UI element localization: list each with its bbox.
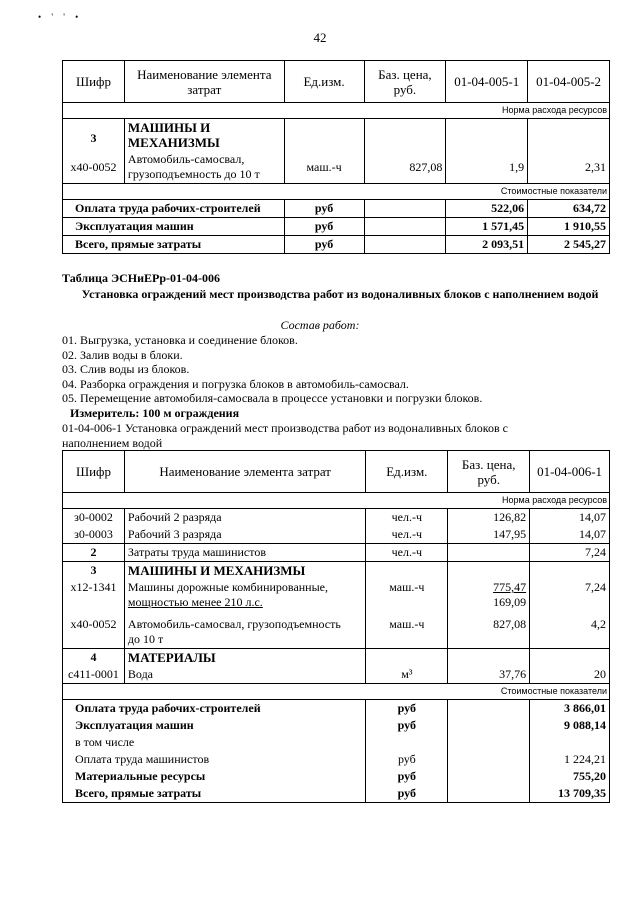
total-machines-v1: 1 571,45 — [446, 218, 528, 236]
machinists-number: 2 — [63, 544, 125, 562]
norm-label: Норма расхода ресурсов — [63, 103, 610, 119]
machines-section-row — [63, 562, 610, 580]
table-row — [63, 785, 610, 803]
row-price-2: 169,09 — [493, 595, 527, 609]
norm-label: Норма расхода ресурсов — [63, 493, 610, 509]
total-direct-v1: 2 093,51 — [446, 236, 528, 254]
total-machines-name: Эксплуатация машин — [63, 218, 285, 236]
norm-row — [63, 103, 610, 119]
row-value: 14,07 — [530, 509, 610, 527]
table-row — [63, 734, 610, 751]
machines-section-row — [63, 119, 610, 152]
scan-marks: • ' ' • — [38, 12, 83, 22]
table-row — [63, 200, 610, 218]
header-price: Баз. цена, руб. — [364, 61, 446, 103]
list-item: 05. Перемещение автомобиля-самосвала в процессе установки и погрузки блоков. — [62, 391, 483, 405]
total-direct-unit: руб — [284, 236, 364, 254]
header-unit: Ед.изм. — [284, 61, 364, 103]
total-labor-v2: 634,72 — [528, 200, 610, 218]
row-value: 7,24 — [530, 579, 610, 611]
total-materials-unit: руб — [366, 768, 448, 785]
table-row — [63, 526, 610, 544]
row-code: с411-0001 — [63, 666, 125, 684]
row-unit: маш.-ч — [366, 611, 448, 649]
table-row — [63, 700, 610, 718]
resource-table-005 — [62, 60, 610, 254]
cost-row — [63, 684, 610, 700]
total-machines-value: 9 088,14 — [530, 717, 610, 734]
row-value: 20 — [530, 666, 610, 684]
row-name: Рабочий 3 разряда — [124, 526, 365, 544]
table-row — [63, 768, 610, 785]
materials-section-row — [63, 649, 610, 667]
row-unit: маш.-ч — [284, 151, 364, 184]
meter-label: Измеритель: 100 м ограждения — [70, 406, 240, 420]
machinists-name: Затраты труда машинистов — [124, 544, 365, 562]
header-col-005-1: 01-04-005-1 — [446, 61, 528, 103]
table-title: Таблица ЭСНиЕРр-01-04-006 — [62, 271, 221, 285]
total-machines-unit: руб — [284, 218, 364, 236]
table-row — [63, 611, 610, 649]
header-code: Шифр — [63, 61, 125, 103]
total-labor-v1: 522,06 — [446, 200, 528, 218]
row-name: Вода — [124, 666, 365, 684]
page-number: 42 — [313, 30, 327, 45]
total-machinists-value: 1 224,21 — [530, 751, 610, 768]
item-description — [62, 421, 508, 451]
section-title: МАШИНЫ И МЕХАНИЗМЫ — [124, 562, 365, 580]
total-direct-name: Всего, прямые затраты — [63, 785, 366, 803]
header-col-006-1: 01-04-006-1 — [530, 451, 610, 493]
row-value: 4,2 — [530, 611, 610, 649]
row-value-2: 2,31 — [528, 151, 610, 184]
row-name-line-2: мощностью менее 210 л.с. — [127, 595, 263, 609]
header-unit: Ед.изм. — [366, 451, 448, 493]
list-item: 02. Залив воды в блоки. — [62, 347, 183, 362]
table-header-row — [63, 61, 610, 103]
total-direct-unit: руб — [366, 785, 448, 803]
list-item: 04. Разборка ограждения и погрузка блоков в автомобиль-самосвал. — [62, 376, 409, 391]
section-number: 3 — [63, 562, 125, 580]
table-row — [63, 218, 610, 236]
table-row — [63, 236, 610, 254]
section-title: МАШИНЫ И МЕХАНИЗМЫ — [124, 119, 284, 152]
row-value-1: 1,9 — [446, 151, 528, 184]
total-machinists-unit: руб — [366, 751, 448, 768]
row-price: 827,08 — [364, 151, 446, 184]
resource-table-006 — [62, 450, 610, 803]
row-price-1: 775,47 — [493, 580, 527, 594]
works-list — [62, 333, 482, 406]
cost-row — [63, 184, 610, 200]
total-labor-name: Оплата труда рабочих-строителей — [63, 200, 285, 218]
total-direct-v2: 2 545,27 — [528, 236, 610, 254]
header-name: Наименование элемента затрат — [124, 61, 284, 103]
machinists-value: 7,24 — [530, 544, 610, 562]
total-machines-unit: руб — [366, 717, 448, 734]
cost-label: Стоимостные показатели — [63, 184, 610, 200]
row-price: 147,95 — [448, 526, 530, 544]
table-row — [63, 751, 610, 768]
row-unit: чел.-ч — [366, 526, 448, 544]
row-price: 126,82 — [448, 509, 530, 527]
row-price — [448, 579, 530, 611]
machinists-unit: чел.-ч — [366, 544, 448, 562]
total-machinists-name: Оплата труда машинистов — [63, 751, 366, 768]
table-subtitle: Установка ограждений мест производства работ из водоналивных блоков с наполнением водой — [81, 287, 599, 301]
row-code: х12-1341 — [63, 579, 125, 611]
list-item: 01. Выгрузка, установка и соединение блоков. — [62, 333, 298, 347]
table-header-row — [63, 451, 610, 493]
row-name — [124, 611, 365, 649]
total-machines-name: Эксплуатация машин — [63, 717, 366, 734]
section-title: МАТЕРИАЛЫ — [124, 649, 365, 667]
total-direct-value: 13 709,35 — [530, 785, 610, 803]
total-machines-v2: 1 910,55 — [528, 218, 610, 236]
row-name — [124, 579, 365, 611]
total-materials-name: Материальные ресурсы — [63, 768, 366, 785]
header-col-005-2: 01-04-005-2 — [528, 61, 610, 103]
cost-label: Стоимостные показатели — [63, 684, 610, 700]
row-name-line-1: Машины дорожные комбинированные, — [127, 580, 328, 594]
header-price: Баз. цена, руб. — [448, 451, 530, 493]
section-number: 3 — [63, 119, 125, 152]
including-label: в том числе — [63, 734, 366, 751]
total-labor-unit: руб — [284, 200, 364, 218]
row-price: 827,08 — [448, 611, 530, 649]
total-labor-name: Оплата труда рабочих-строителей — [63, 700, 366, 718]
row-name-line-2: до 10 т — [127, 632, 164, 646]
item-line-1: 01-04-006-1 Установка ограждений мест производства работ из водоналивных блоков с — [62, 421, 508, 435]
total-materials-value: 755,20 — [530, 768, 610, 785]
row-code: з0-0002 — [63, 509, 125, 527]
table-row — [63, 717, 610, 734]
row-code: з0-0003 — [63, 526, 125, 544]
table-row — [63, 509, 610, 527]
norm-row — [63, 493, 610, 509]
row-unit: маш.-ч — [366, 579, 448, 611]
row-name-line-1: Автомобиль-самосвал, грузоподъемность — [127, 617, 341, 631]
item-line-2: наполнением водой — [62, 436, 163, 450]
total-labor-unit: руб — [366, 700, 448, 718]
row-code: х40-0052 — [63, 611, 125, 649]
row-code: х40-0052 — [63, 151, 125, 184]
table-row — [63, 579, 610, 611]
list-item: 03. Слив воды из блоков. — [62, 362, 190, 376]
row-unit: м³ — [366, 666, 448, 684]
row-name: Рабочий 2 разряда — [124, 509, 365, 527]
section-number: 4 — [63, 649, 125, 667]
table-row — [63, 666, 610, 684]
row-unit: чел.-ч — [366, 509, 448, 527]
composition-label: Состав работ: — [280, 318, 360, 332]
row-price: 37,76 — [448, 666, 530, 684]
table-row — [63, 151, 610, 184]
row-value: 14,07 — [530, 526, 610, 544]
table-row — [63, 544, 610, 562]
header-name: Наименование элемента затрат — [124, 451, 365, 493]
total-labor-value: 3 866,01 — [530, 700, 610, 718]
row-name: Автомобиль-самосвал, грузоподъемность до 10 т — [124, 151, 284, 184]
header-code: Шифр — [63, 451, 125, 493]
total-direct-name: Всего, прямые затраты — [63, 236, 285, 254]
